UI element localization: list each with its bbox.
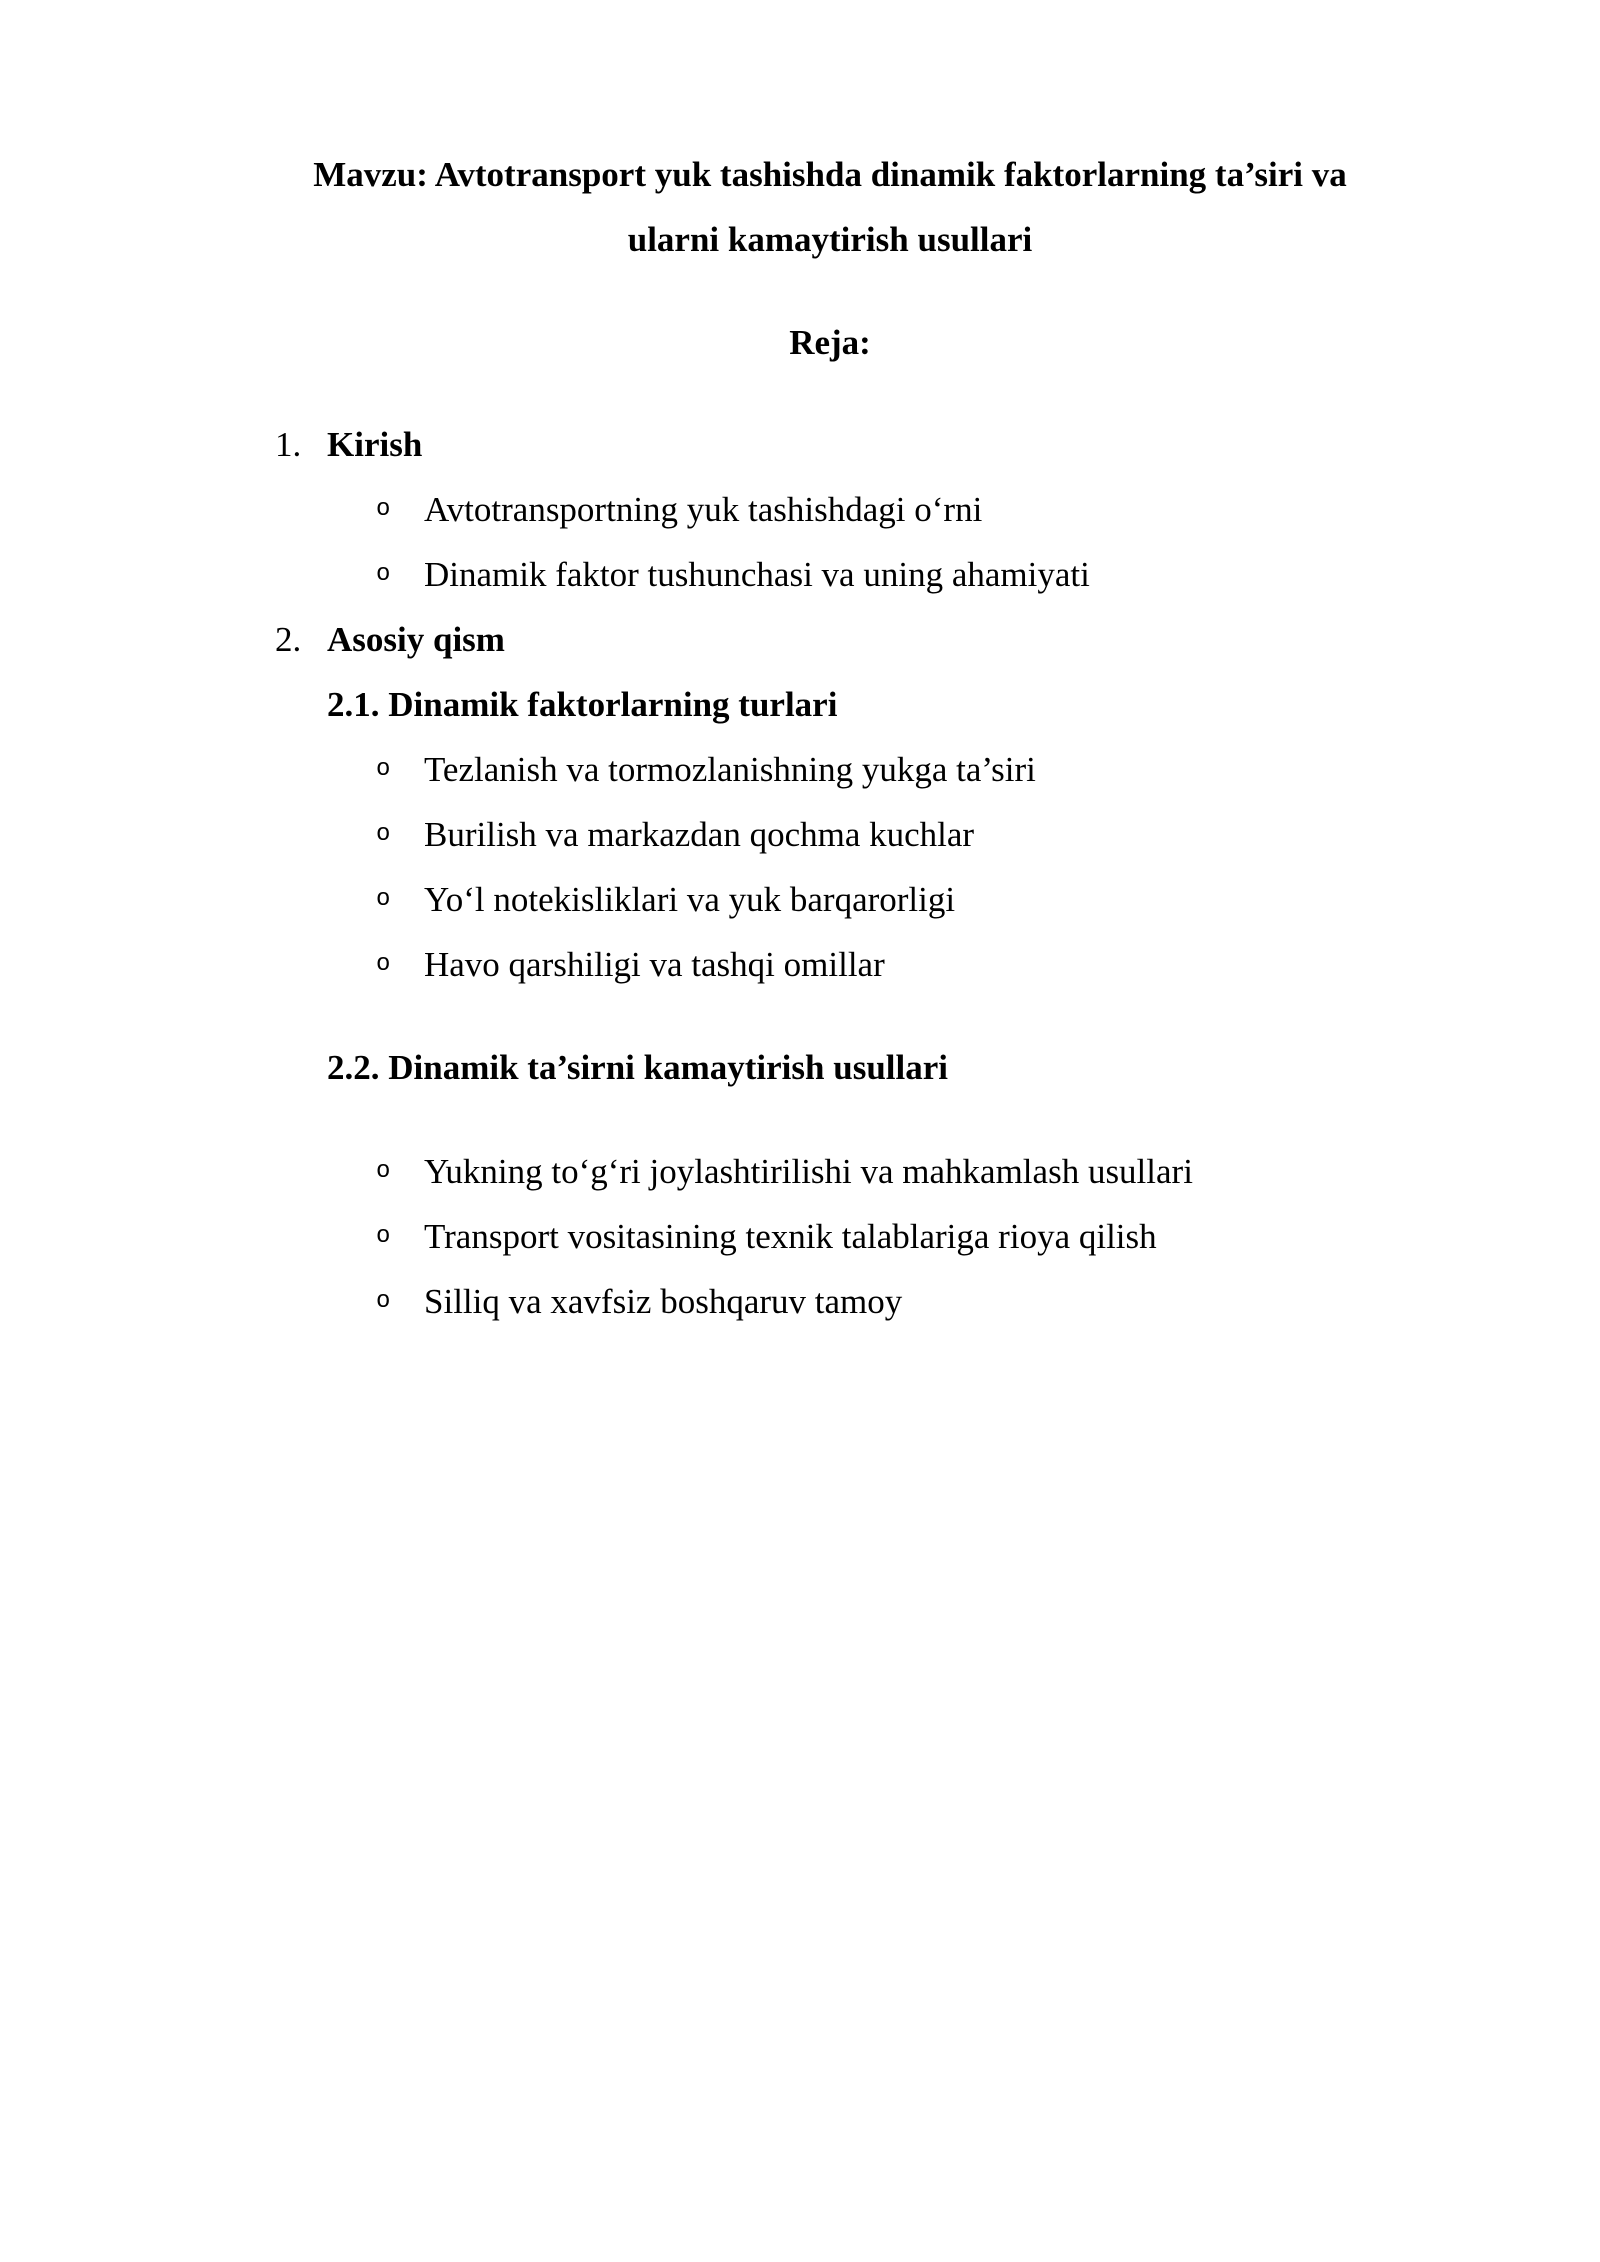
bullet-icon: o [376,1223,391,1250]
list-item: Yo‘l notekisliklari va yuk barqarorligi [424,880,956,919]
list-item: Dinamik faktor tushunchasi va uning ahamiyati [424,555,1090,594]
bullet-icon: o [376,1158,391,1185]
bullet-icon: o [376,496,391,523]
list-item: Yukning to‘g‘ri joylashtirilishi va mahkamlash usullari [424,1152,1193,1191]
bullet-icon: o [376,951,391,978]
subsection-title-2-2: 2.2. Dinamik ta’sirni kamaytirish usullari [327,1048,948,1087]
bullet-icon: o [376,561,391,588]
bullet-icon: o [376,1288,391,1315]
bullet-icon: o [376,821,391,848]
list-item: Havo qarshiligi va tashqi omillar [424,945,885,984]
section-title-asosiy-qism: Asosiy qism [327,620,505,659]
document-title-line-1: Mavzu: Avtotransport yuk tashishda dinamik faktorlarning ta’siri va [313,155,1347,194]
bullet-icon: o [376,756,391,783]
list-item: Tezlanish va tormozlanishning yukga ta’siri [424,750,1036,789]
bullet-icon: o [376,886,391,913]
list-item: Silliq va xavfsiz boshqaruv tamoy [424,1282,903,1321]
section-title-kirish: Kirish [327,425,423,464]
section-number: 2. [275,620,302,659]
document-title-line-2: ularni kamaytirish usullari [627,220,1033,259]
list-item: Transport vositasining texnik talablariga rioya qilish [424,1217,1157,1256]
subsection-title-2-1: 2.1. Dinamik faktorlarning turlari [327,685,838,724]
section-number: 1. [275,425,302,464]
plan-heading: Reja: [789,323,871,362]
list-item: Avtotransportning yuk tashishdagi o‘rni [424,490,983,529]
list-item: Burilish va markazdan qochma kuchlar [424,815,975,854]
